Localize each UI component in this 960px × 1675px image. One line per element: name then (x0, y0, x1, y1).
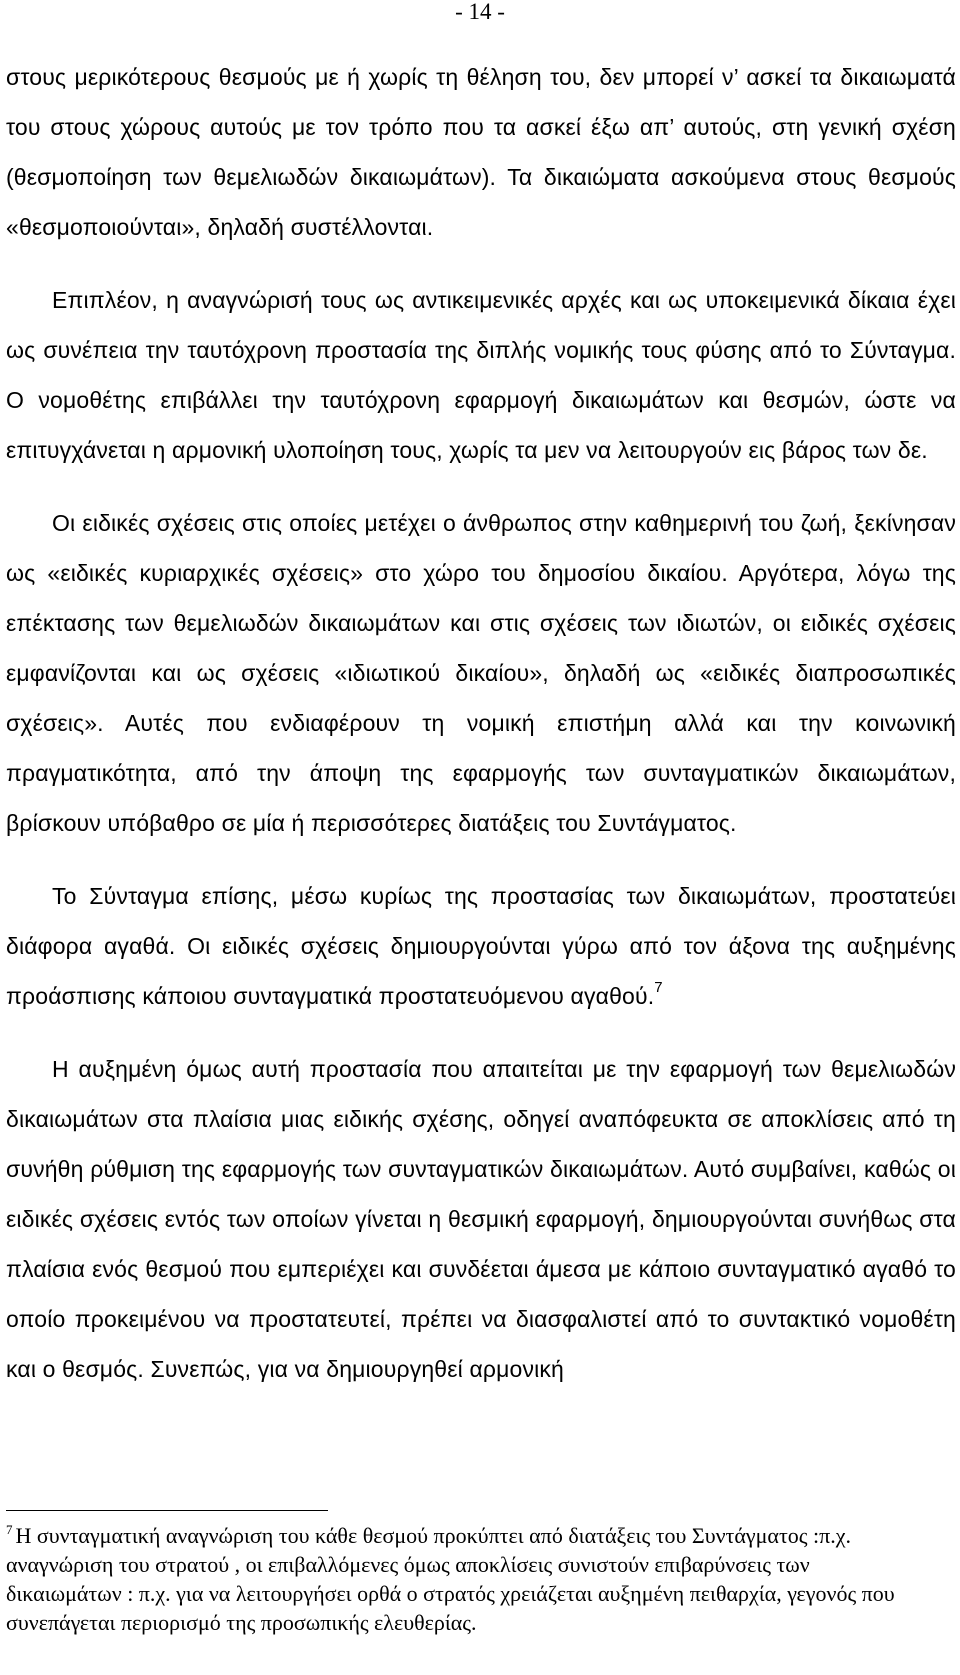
paragraph (6, 498, 956, 848)
footnote-marker: 7 (6, 1522, 13, 1537)
paragraph-text: Επιπλέον, η αναγνώρισή τους ως αντικειμενικές αρχές και ως υποκειμενικά δίκαια έχει ως συνέπεια την ταυτόχρονη προστασία της διπλής νομικής τους φύσης από το Σύνταγμα. Ο νομοθέτης επιβάλλει την ταυτόχρονη εφαρμογή δικαιωμάτων και θεσμών, ώστε να επιτυγχάνεται η αρμονική υλοποίηση τους, χωρίς τα μεν να λειτουργούν εις βάρος των δε. (6, 287, 956, 463)
footnote-separator (6, 1510, 328, 1511)
paragraph (6, 52, 956, 252)
paragraph (6, 275, 956, 475)
paragraph-text: Το Σύνταγμα επίσης, μέσω κυρίως της προστασίας των δικαιωμάτων, προστατεύει διάφορα αγαθά. Οι ειδικές σχέσεις δημιουργούνται γύρω από τον άξονα της αυξημένης προάσπισης κάποιου συνταγματικά προστατευόμενου αγαθού. (6, 883, 956, 1009)
footnote-reference[interactable]: 7 (654, 979, 663, 996)
footnote (6, 1521, 906, 1637)
body-text (6, 52, 956, 1417)
paragraph (6, 1044, 956, 1394)
footnote-text: Η συνταγματική αναγνώριση του κάθε θεσμού προκύπτει από διατάξεις του Συντάγματος :π.χ. αναγνώριση του στρατού , οι επιβαλλόμενες όμως αποκλίσεις συνιστούν επιβαρύνσεις των δικαιωμάτων : π.χ. για να λειτουργήσει ορθά ο στρατός χρειάζεται αυξημένη πειθαρχία, γεγονός που συνεπάγεται περιορισμό της προσωπικής ελευθερίας. (6, 1523, 895, 1635)
paragraph-text: στους μερικότερους θεσμούς με ή χωρίς τη θέληση του, δεν μπορεί ν’ ασκεί τα δικαιωματά του στους χώρους αυτούς με τον τρόπο που τα ασκεί έξω απ’ αυτούς, στη γενική σχέση (θεσμοποίηση των θεμελιωδών δικαιωμάτων). Τα δικαιώματα ασκούμενα στους θεσμούς «θεσμοποιούνται», δηλαδή συστέλλονται. (6, 64, 956, 240)
page-number: - 14 - (455, 0, 505, 24)
paragraph (6, 871, 956, 1021)
paragraph-text: Οι ειδικές σχέσεις στις οποίες μετέχει ο άνθρωπος στην καθημερινή του ζωή, ξεκίνησαν ως «ειδικές κυριαρχικές σχέσεις» στο χώρο του δημοσίου δικαίου. Αργότερα, λόγω της επέκτασης των θεμελιωδών δικαιωμάτων και στις σχέσεις των ιδιωτών, οι ειδικές σχέσεις εμφανίζονται και ως σχέσεις «ιδιωτικού δικαίου», δηλαδή ως «ειδικές διαπροσωπικές σχέσεις». Αυτές που ενδιαφέρουν τη νομική επιστήμη αλλά και την κοινωνική πραγματικότητα, από την άποψη της εφαρμογής των συνταγματικών δικαιωμάτων, βρίσκουν υπόβαθρο σε μία ή περισσότερες διατάξεις του Συντάγματος. (6, 510, 956, 836)
footnotes (6, 1521, 906, 1637)
paragraph-text: Η αυξημένη όμως αυτή προστασία που απαιτείται με την εφαρμογή των θεμελιωδών δικαιωμάτων στα πλαίσια μιας ειδικής σχέσης, οδηγεί αναπόφευκτα σε αποκλίσεις από τη συνήθη ρύθμιση της εφαρμογής των συνταγματικών δικαιωμάτων. Αυτό συμβαίνει, καθώς οι ειδικές σχέσεις εντός των οποίων γίνεται η θεσμική εφαρμογή, δημιουργούνται συνήθως στα πλαίσια ενός θεσμού που εμπεριέχει και συνδέεται άμεσα με κάποιο συνταγματικό αγαθό το οποίο προκειμένου να προστατευτεί, πρέπει να διασφαλιστεί από το συντακτικό νομοθέτη και ο θεσμός. Συνεπώς, για να δημιουργηθεί αρμονική (6, 1056, 956, 1382)
